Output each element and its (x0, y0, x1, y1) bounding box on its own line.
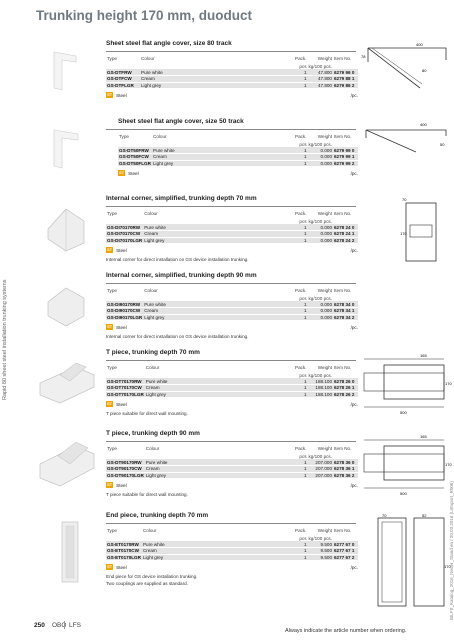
product-thumbnail (36, 353, 98, 409)
table-cell: Cream (140, 76, 294, 83)
table-cell: Pure white (143, 301, 293, 308)
material-label: Steel (128, 170, 139, 176)
table-cell: 207.000 (308, 466, 334, 473)
table-cell: 1 (294, 160, 308, 167)
section-note: Internal corner for direct installation on GS device installation trunking. (106, 334, 249, 339)
table-cell: Pure white (142, 541, 294, 548)
table-cell: 6278 36 2 (333, 472, 358, 479)
table-cell: Type (107, 528, 117, 533)
material-unit: /pc. (350, 401, 358, 407)
svg-text:170: 170 (400, 231, 407, 236)
table-cell: GS-DI70170RW (106, 224, 143, 231)
footer-note: Always indicate the article number when ordering. (285, 628, 407, 634)
table-cell: 1 (294, 466, 308, 473)
svg-text:52: 52 (422, 513, 427, 518)
table-cell: 1 (294, 82, 308, 89)
page-title: Trunking height 170 mm, duoduct (36, 8, 253, 23)
material-label: Steel (116, 324, 127, 330)
table-cell: 207.000 (308, 459, 334, 466)
table-cell: Item No. (334, 211, 352, 216)
table-cell: 188.100 (308, 391, 334, 398)
product-table (118, 132, 358, 167)
material-label: Steel (116, 247, 127, 253)
table-cell: Light grey (143, 237, 293, 244)
table-cell: Colour (144, 288, 158, 293)
table-cell: 1 (294, 147, 308, 154)
table-cell: Pure white (152, 147, 294, 154)
table-cell: 47.800 (308, 69, 334, 76)
table-cell: GS-DT50FCW (118, 154, 152, 161)
table-cell: 0.000 (308, 160, 334, 167)
table-cell: GS-DI90170LGR (107, 314, 143, 320)
technical-drawing (360, 512, 450, 617)
table-cell: GS-DTFLGR (106, 82, 140, 89)
st-badge: ST (107, 92, 113, 97)
product-thumbnail (36, 122, 98, 178)
table-cell: 6278 36 0 (333, 459, 358, 466)
table-cell: Pack. (295, 446, 307, 451)
section-note: Internal corner for direct installation on GS device installation trunking. (106, 257, 249, 262)
table-cell: 6279 86 2 (333, 82, 358, 89)
svg-text:80: 80 (422, 68, 427, 73)
table-cell: 6279 99 1 (333, 154, 358, 161)
table-cell: 0.000 (308, 301, 334, 308)
col-item: Item No. (334, 56, 352, 61)
table-row (106, 472, 358, 479)
svg-text:500: 500 (400, 410, 407, 415)
section-title: Sheet steel flat angle cover, size 80 track (106, 40, 356, 52)
table-cell: Item No. (334, 446, 352, 451)
section-note-2: Two couplings are supplied as standard. (106, 581, 188, 586)
table-cell: Weight (317, 365, 332, 370)
table-cell: Item No. (334, 288, 352, 293)
table-cell: 0.000 (308, 231, 334, 238)
side-label: Rapid 80 sheet steel installation trunking systems (2, 279, 8, 400)
table-cell: 9.500 (308, 554, 334, 561)
table-cell: 1 (294, 385, 308, 392)
svg-text:170: 170 (445, 462, 452, 467)
product-thumbnail (36, 199, 98, 255)
table-cell: Pack. (295, 528, 307, 533)
table-cell: Light grey (143, 314, 293, 321)
table-row (106, 237, 358, 244)
table-cell: 1 (294, 76, 308, 83)
technical-drawing (360, 195, 450, 272)
table-cell: 1 (294, 391, 308, 398)
material-row (106, 246, 358, 254)
svg-text:70: 70 (382, 513, 387, 518)
table-cell: Pure white (145, 459, 294, 466)
table-cell: kg/100 pcs. (308, 141, 332, 147)
table-cell: 0.000 (308, 314, 334, 321)
table-row (118, 160, 358, 167)
table-cell: 6278 26 2 (333, 391, 358, 398)
table-row (106, 554, 358, 561)
table-cell: 1 (294, 69, 308, 76)
material-unit: /pc. (350, 247, 358, 253)
table-cell: GS-DI70170LGR (107, 237, 143, 243)
unit-weight: kg/100 pcs. (308, 63, 332, 69)
table-cell: 6278 34 0 (333, 301, 358, 308)
material-label: Steel (116, 92, 127, 98)
table-cell: GS-ET0170LGR (107, 554, 141, 560)
table-cell: GS-DT90170RW (106, 459, 145, 466)
material-unit: /pc. (350, 564, 358, 570)
material-row (106, 481, 358, 489)
table-cell: 47.800 (308, 82, 334, 89)
table-cell: Pure white (145, 378, 294, 385)
table-cell: Type (107, 365, 117, 370)
table-cell: 0.000 (308, 308, 334, 315)
material-row (106, 563, 358, 571)
table-cell: 6279 96 0 (333, 69, 358, 76)
table-cell: Pack. (295, 365, 307, 370)
table-cell: Type (107, 211, 117, 216)
table-cell: pcs (299, 141, 307, 147)
table-cell: 1 (294, 472, 308, 479)
section-note: End piece for GS device installation trunking. (106, 574, 198, 579)
table-cell: 6278 34 1 (333, 308, 358, 315)
technical-drawing (360, 349, 450, 424)
material-label: Steel (116, 482, 127, 488)
table-cell: Light grey (140, 82, 294, 89)
table-cell: 1 (294, 314, 308, 321)
table-cell: 1 (294, 154, 308, 161)
table-cell: Colour (142, 528, 157, 533)
section-title: End piece, trunking depth 70 mm (106, 512, 356, 524)
table-cell: 6279 99 2 (333, 160, 358, 167)
st-badge: ST (107, 482, 113, 487)
table-cell: GS-ET0170CW (106, 548, 142, 555)
svg-text:500: 500 (400, 491, 407, 496)
st-badge: ST (107, 324, 113, 329)
table-cell: 1 (294, 554, 308, 561)
material-row (106, 400, 358, 408)
svg-text:165: 165 (420, 353, 427, 358)
table-cell: Pack. (295, 134, 307, 139)
table-cell: 6278 24 0 (333, 224, 358, 231)
table-cell: 6279 99 0 (333, 147, 358, 154)
table-cell: pcs (299, 218, 307, 224)
table-cell: GS-DT50FRW (118, 147, 152, 154)
product-table (106, 363, 358, 398)
table-cell: Weight (317, 211, 332, 216)
product-thumbnail (36, 516, 98, 572)
table-cell: 6277 67 2 (333, 554, 358, 561)
product-table (106, 526, 358, 561)
table-row (106, 314, 358, 321)
svg-text:170: 170 (444, 564, 451, 569)
table-cell: Item No. (334, 134, 352, 139)
material-unit: /pc. (350, 92, 358, 98)
table-cell: 0.000 (308, 237, 334, 244)
table-cell: Pure white (143, 224, 293, 231)
table-cell: Item No. (334, 365, 352, 370)
product-table (106, 444, 358, 479)
footer-brand: OBO (52, 622, 67, 629)
table-cell: 188.100 (308, 378, 334, 385)
table-cell: kg/100 pcs. (308, 535, 332, 541)
table-cell: Pack. (295, 288, 307, 293)
table-cell: Type (119, 134, 129, 139)
table-cell: Cream (145, 385, 294, 392)
section-title: Internal corner, simplified, trunking depth 70 mm (106, 195, 356, 207)
table-cell: Light grey (145, 391, 294, 398)
col-weight: Weight (317, 56, 332, 61)
svg-text:170: 170 (445, 381, 452, 386)
table-cell: Type (107, 446, 117, 451)
table-cell: Colour (145, 446, 160, 451)
table-cell: GS-DT70170RW (106, 378, 145, 385)
col-colour: Colour (141, 56, 155, 61)
table-cell: Weight (317, 528, 332, 533)
material-row (106, 91, 358, 99)
table-cell: 0.000 (308, 224, 334, 231)
technical-drawing (360, 40, 450, 105)
side-code: BILFS_Katalog_2016_Neuer_Stand en / 20.03.2016 (LrExport_R006) (449, 481, 454, 620)
svg-text:400: 400 (420, 122, 427, 127)
st-badge: ST (119, 170, 125, 175)
material-unit: /pc. (350, 324, 358, 330)
table-cell: 0.000 (308, 154, 334, 161)
section-title: T piece, trunking depth 90 mm (106, 430, 356, 442)
table-cell: kg/100 pcs. (308, 453, 332, 459)
section-title: T piece, trunking depth 70 mm (106, 349, 356, 361)
footer-catalogue: LFS (69, 622, 81, 629)
table-cell: Colour (144, 211, 158, 216)
col-pack: Pack. (295, 56, 307, 61)
table-cell: 6278 24 1 (333, 231, 358, 238)
table-cell: 1 (294, 548, 308, 555)
svg-text:165: 165 (420, 434, 427, 439)
table-cell: 47.800 (308, 76, 334, 83)
table-cell: GS-DTFCW (106, 76, 140, 83)
unit-pack: pcs (299, 63, 307, 69)
table-cell: kg/100 pcs. (308, 295, 332, 301)
material-row (106, 323, 358, 331)
table-cell: 6278 34 2 (333, 314, 358, 321)
table-cell: Cream (143, 231, 293, 238)
material-row (118, 169, 358, 177)
table-cell: 0.000 (308, 147, 334, 154)
table-cell: GS-DTFRW (106, 69, 140, 76)
col-type: Type (107, 56, 117, 61)
table-row (106, 82, 358, 89)
table-cell: 6277 67 1 (333, 548, 358, 555)
table-row (106, 391, 358, 398)
table-cell: GS-DT50FLGR (119, 160, 151, 166)
table-cell: pcs (299, 295, 307, 301)
product-thumbnail (36, 44, 98, 100)
table-cell: 207.000 (308, 472, 334, 479)
product-table (106, 286, 358, 321)
table-cell: kg/100 pcs. (308, 218, 332, 224)
section-note: T piece suitable for direct wall mounting. (106, 411, 188, 416)
section-note: T piece suitable for direct wall mounting. (106, 492, 188, 497)
technical-drawing (360, 118, 450, 163)
table-cell: Cream (152, 154, 294, 161)
st-badge: ST (107, 247, 113, 252)
footer-divider (64, 621, 65, 629)
table-cell: Weight (317, 134, 332, 139)
table-cell: 6279 88 1 (333, 76, 358, 83)
table-cell: 6278 26 1 (333, 385, 358, 392)
table-cell: Colour (153, 134, 167, 139)
technical-drawing (360, 430, 450, 505)
table-cell: Pure white (140, 69, 294, 76)
table-cell: Colour (145, 365, 160, 370)
material-unit: /pc. (350, 170, 358, 176)
table-cell: GS-DT70170CW (106, 385, 145, 392)
table-cell: GS-DI90170CW (106, 308, 143, 315)
table-cell: 6278 26 0 (333, 378, 358, 385)
table-cell: 1 (294, 308, 308, 315)
table-cell: Light grey (152, 160, 294, 167)
svg-text:70: 70 (402, 197, 407, 202)
product-thumbnail (36, 434, 98, 490)
section-title: Sheet steel flat angle cover, size 50 track (106, 118, 356, 130)
table-cell: 6278 24 2 (333, 237, 358, 244)
material-label: Steel (116, 401, 127, 407)
table-cell: Weight (317, 446, 332, 451)
table-cell: 1 (294, 237, 308, 244)
table-cell: 1 (294, 378, 308, 385)
material-unit: /pc. (350, 482, 358, 488)
st-badge: ST (107, 401, 113, 406)
table-cell: Weight (317, 288, 332, 293)
table-cell: 6278 36 1 (333, 466, 358, 473)
table-cell: 188.100 (308, 385, 334, 392)
section-title: Internal corner, simplified, trunking depth 90 mm (106, 272, 356, 284)
svg-text:50: 50 (440, 142, 445, 147)
table-cell: 1 (294, 541, 308, 548)
table-cell: GS-DT90170LGR (107, 472, 144, 478)
table-cell: pcs (299, 535, 307, 541)
table-cell: Pack. (295, 211, 307, 216)
table-cell: Item No. (334, 528, 352, 533)
material-label: Steel (116, 564, 127, 570)
table-cell: Cream (143, 308, 293, 315)
svg-text:78: 78 (361, 54, 366, 59)
product-table (106, 209, 358, 244)
table-cell: GS-DT70170LGR (107, 391, 144, 397)
table-cell: Cream (145, 466, 294, 473)
table-cell: GS-DT90170CW (106, 466, 145, 473)
st-badge: ST (107, 564, 113, 569)
page-number: 250 (34, 622, 45, 629)
table-cell: 9.500 (308, 548, 334, 555)
table-cell: GS-DI90170RW (106, 301, 143, 308)
table-cell: GS-DI70170CW (106, 231, 143, 238)
product-table (106, 54, 358, 89)
product-thumbnail (36, 276, 98, 332)
table-cell: 9.500 (308, 541, 334, 548)
table-cell: 6277 67 0 (333, 541, 358, 548)
table-cell: Type (107, 288, 117, 293)
table-cell: Light grey (142, 554, 294, 561)
table-cell: kg/100 pcs. (308, 372, 332, 378)
table-cell: GS-ET0170RW (106, 541, 142, 548)
table-cell: pcs (299, 372, 307, 378)
table-cell: Light grey (145, 472, 294, 479)
table-cell: Cream (142, 548, 294, 555)
svg-text:400: 400 (416, 42, 423, 47)
table-cell: 1 (294, 301, 308, 308)
table-cell: 1 (294, 459, 308, 466)
table-cell: 1 (294, 231, 308, 238)
table-cell: pcs (299, 453, 307, 459)
table-cell: 1 (294, 224, 308, 231)
